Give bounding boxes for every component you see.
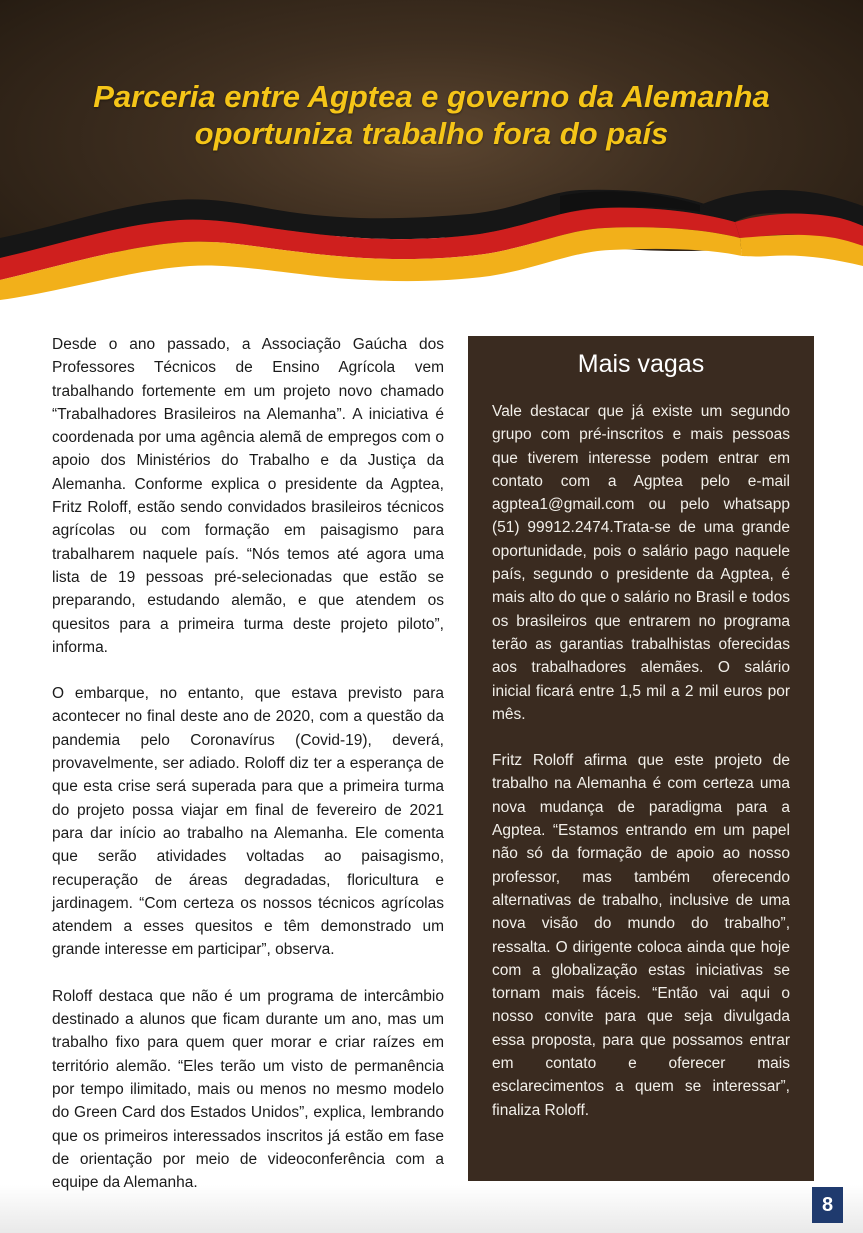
header-banner: [0, 0, 863, 310]
page-title: [40, 78, 823, 152]
title-line-1: Parceria entre Agptea e governo da Alemanha: [93, 79, 770, 114]
article-body: [52, 333, 444, 1217]
sidebar-heading: Mais vagas: [577, 350, 705, 378]
page-number-badge: 8: [812, 1187, 843, 1223]
sidebar-paragraph-2: Fritz Roloff afirma que este projeto de trabalho na Alemanha é com certeza uma nova mudança de paradigma para a Agptea. “Estamos entrando em um papel não só da formação de apoio ao nosso professor, mas também oferecendo alternativas de trabalho, inclusive de uma nova visão do mundo do trabalho”, ressalta. O dirigente coloca ainda que hoje com a globalização estas iniciativas se tornam mais fáceis. “Então vai aqui o nosso convite para que seja divulgada essa proposta, para que possamos entrar em contato e oferecer mais esclarecimentos a quem se interessar”, finaliza Roloff.: [492, 752, 790, 1119]
german-flag-ribbon-icon: [0, 0, 863, 310]
sidebar-box: [468, 336, 814, 1181]
article-paragraph-1: Desde o ano passado, a Associação Gaúcha dos Professores Técnicos de Ensino Agrícola vem trabalhando fortemente em um projeto novo chamado “Trabalhadores Brasileiros na Alemanha”. A iniciativa é coordenada por uma agência alemã de empregos com o apoio dos Ministérios do Trabalho e da Justiça da Alemanha. Conforme explica o presidente da Agptea, Fritz Roloff, estão sendo convidados brasileiros técnicos agrícolas ou com formação em paisagismo para trabalharem naquele país. “Nós temos até agora uma lista de 19 pessoas pré-selecionadas que estão se preparando, estudando alemão, e que atendem os quesitos para a primeira turma deste projeto piloto”, informa.: [52, 336, 444, 656]
article-paragraph-2: O embarque, no entanto, que estava previsto para acontecer no final deste ano de 2020, com a questão da pandemia pelo Coronavírus (Covid-19), deverá, provavelmente, ser adiado. Roloff diz ter a esperança de que esta crise será superada para que a primeira turma do projeto possa viajar em final de fevereiro de 2021 para dar início ao trabalho na Alemanha. Ele comenta que serão atividades voltadas ao paisagismo, recuperação de áreas degradadas, floricultura e jardinagem. “Com certeza os nossos técnicos agrícolas atendem a esses quesitos e têm demonstrado um grande interesse em participar”, observa.: [52, 685, 444, 959]
title-line-2: oportuniza trabalho fora do país: [194, 116, 669, 151]
article-paragraph-3: Roloff destaca que não é um programa de intercâmbio destinado a alunos que ficam durante um ano, mas um trabalho fixo para quem quer morar e criar raízes em território alemão. “Eles terão um visto de permanência por tempo ilimitado, mais ou menos no mesmo modelo do Green Card dos Estados Unidos”, explica, lembrando que os primeiros interessados inscritos já estão em fase de orientação por meio de videoconferência com a equipe da Alemanha.: [52, 987, 444, 1192]
sidebar-paragraph-1: Vale destacar que já existe um segundo grupo com pré-inscritos e mais pessoas que tiverem interesse podem entrar em contato com a Agptea pelo e-mail agptea1@gmail.com ou pelo whatsapp (51) 99912.2474.Trata-se de uma grande oportunidade, pois o salário pago naquele país, segundo o presidente da Agptea, é mais alto do que o salário no Brasil e todos os brasileiros que entrarem no programa terão as garantias trabalhistas oferecidas aos trabalhadores alemães. O salário inicial ficará entre 1,5 mil a 2 mil euros por mês.: [492, 403, 790, 723]
